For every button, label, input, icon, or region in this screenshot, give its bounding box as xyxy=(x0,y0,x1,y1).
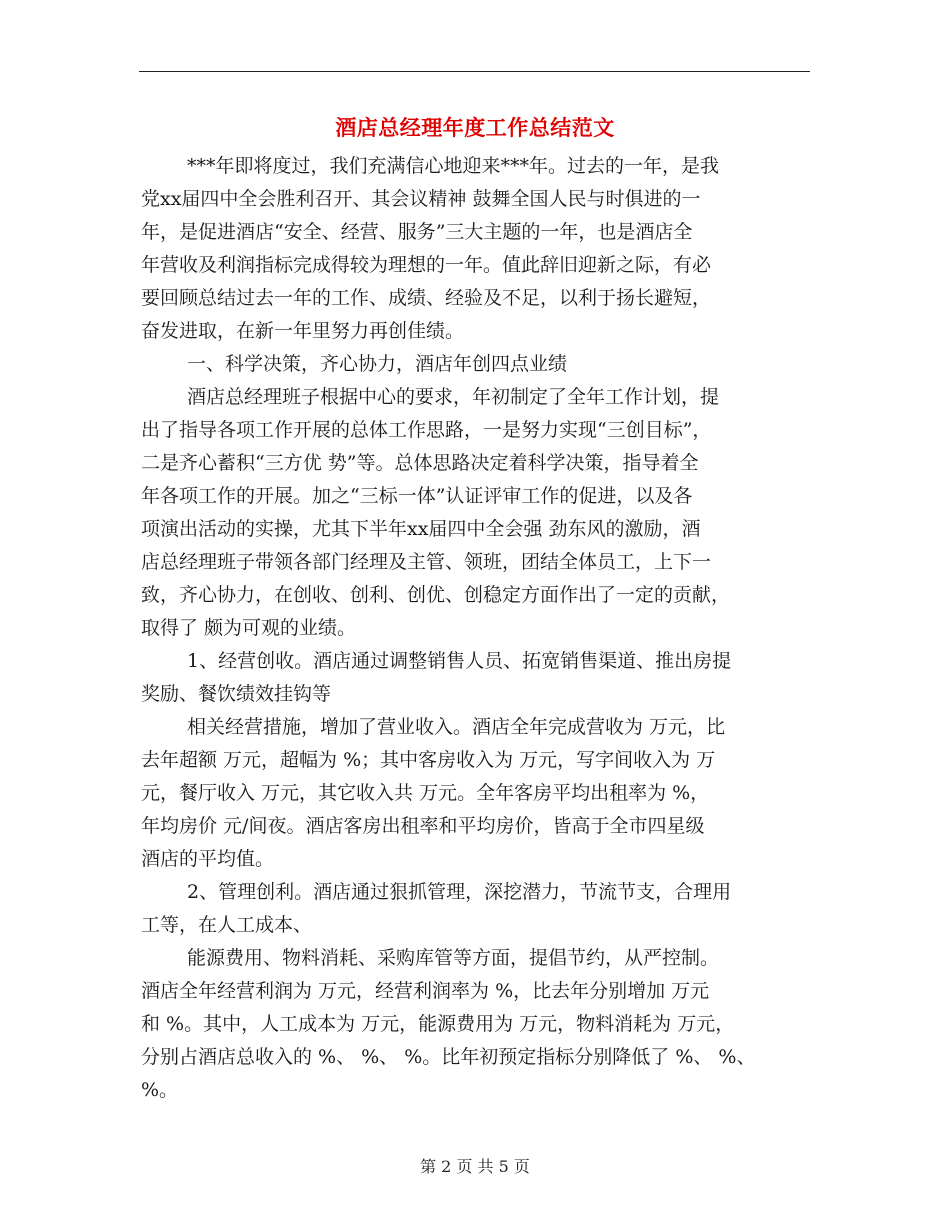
body-line: 年营收及利润指标完成得较为理想的一年。值此辞旧迎新之际，有必 xyxy=(141,254,712,276)
body-line: 取得了 颇为可观的业绩。 xyxy=(141,617,357,639)
body-line: 年均房价 元/间夜。酒店客房出租率和平均房价，皆高于全市四星级 xyxy=(141,815,705,837)
body-line: 去年超额 万元，超幅为 %；其中客房收入为 万元，写字间收入为 万 xyxy=(141,749,716,771)
body-line: 工等，在人工成本、 xyxy=(141,914,313,936)
body-line: 2、管理创利。酒店通过狠抓管理，深挖潜力，节流节支，合理用 xyxy=(187,881,732,903)
body-line: 1、经营创收。酒店通过调整销售人员、拓宽销售渠道、推出房提 xyxy=(187,650,732,672)
body-line: 奋发进取，在新一年里努力再创佳绩。 xyxy=(141,320,465,342)
body-line: 店总经理班子带领各部门经理及主管、领班，团结全体员工，上下一 xyxy=(141,551,712,573)
body-line: 分别占酒店总收入的 %、 %、 %。比年初预定指标分别降低了 %、 %、 xyxy=(141,1046,756,1068)
body-line: 致，齐心协力，在创收、创利、创优、创稳定方面作出了一定的贡献， xyxy=(141,584,731,606)
body-line: 年各项工作的开展。加之“三标一体”认证评审工作的促进，以及各 xyxy=(141,485,693,507)
body-line: 出了指导各项工作开展的总体工作思路，一是努力实现“三创目标”， xyxy=(141,419,712,441)
document-body xyxy=(141,150,810,1107)
body-line: 年，是促进酒店“安全、经营、服务”三大主题的一年，也是酒店全 xyxy=(141,221,693,243)
body-line: 党xx届四中全会胜利召开、其会议精神 鼓舞全国人民与时俱进的一 xyxy=(141,188,701,210)
body-line: 酒店总经理班子根据中心的要求，年初制定了全年工作计划，提 xyxy=(187,386,720,408)
body-line: 奖励、餐饮绩效挂钩等 xyxy=(141,683,332,705)
body-line: 酒店的平均值。 xyxy=(141,848,275,870)
body-line: 酒店全年经营利润为 万元，经营利润率为 %，比去年分别增加 万元 xyxy=(141,980,710,1002)
body-line: 元，餐厅收入 万元，其它收入共 万元。全年客房平均出租率为 %， xyxy=(141,782,710,804)
header-rule xyxy=(139,71,810,72)
body-line: 能源费用、物料消耗、采购库管等方面，提倡节约，从严控制。 xyxy=(187,947,720,969)
page-number-footer: 第 2 页 共 5 页 xyxy=(420,1157,530,1176)
body-line: 相关经营措施，增加了营业收入。酒店全年完成营收为 万元，比 xyxy=(187,716,726,738)
body-line: ***年即将度过，我们充满信心地迎来***年。过去的一年，是我 xyxy=(187,155,720,177)
body-line: 二是齐心蓄积“三方优 势”等。总体思路决定着科学决策，指导着全 xyxy=(141,452,699,474)
body-line: %。 xyxy=(141,1079,179,1101)
body-line: 和 %。其中，人工成本为 万元，能源费用为 万元，物料消耗为 万元， xyxy=(141,1013,735,1035)
document-title: 酒店总经理年度工作总结范文 xyxy=(335,116,615,140)
body-line: 要回顾总结过去一年的工作、成绩、经验及不足，以利于扬长避短， xyxy=(141,287,712,309)
body-line: 项演出活动的实操，尤其下半年xx届四中全会强 劲东风的激励，酒 xyxy=(141,518,701,540)
section-heading: 一、科学决策，齐心协力，酒店年创四点业绩 xyxy=(187,353,568,375)
